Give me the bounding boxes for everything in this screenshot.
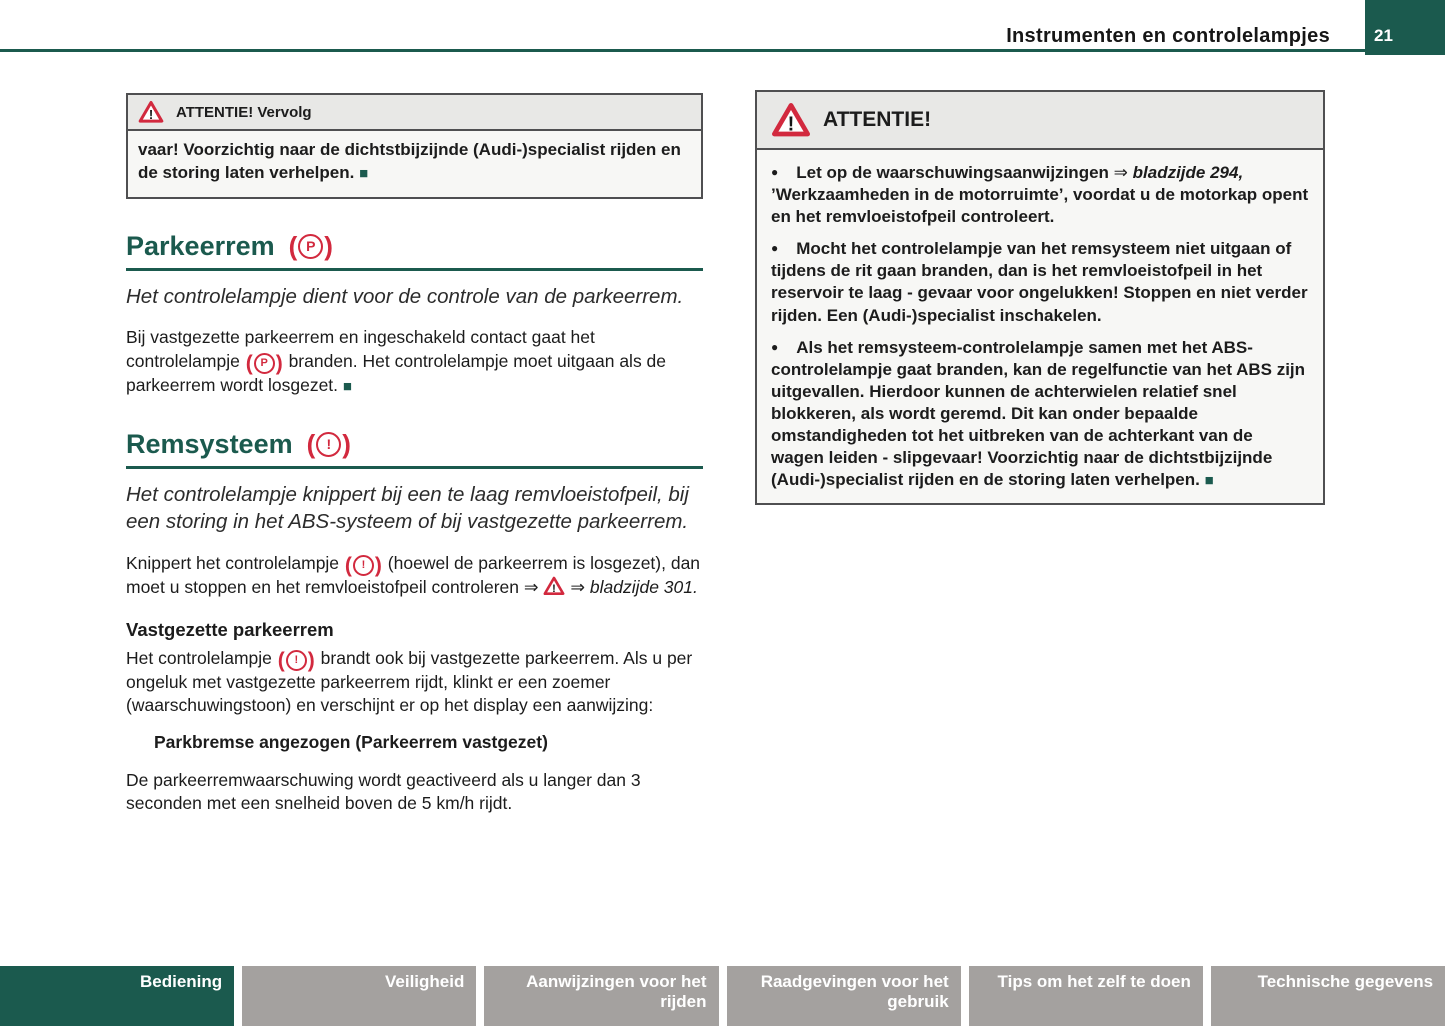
reference-arrow: ⇒	[570, 576, 585, 597]
indicator-paren-close: )	[342, 429, 351, 460]
indicator-paren-close: )	[324, 231, 333, 262]
attention-bullet-2-text: Mocht het controlelampje van het remsysteem niet uitgaan of tijdens de rit gaan branden, dan is het remvloeistofpeil in het reservoir te laag - gevaar voor ongelukken! Stoppen en niet verder rijden. Een (Audi-)specialist inschakelen.	[771, 239, 1308, 325]
attention-bullet-1-text-a: Let op de waarschuwingsaanwijzingen	[796, 163, 1109, 182]
indicator-paren-open: (	[277, 649, 285, 673]
indicator-paren-open: (	[245, 351, 253, 375]
page-number-badge	[1365, 0, 1445, 55]
reference-arrow: ⇒	[523, 576, 539, 597]
section-heading-remsysteem	[126, 429, 703, 469]
section-end-marker: ■	[359, 164, 369, 182]
warning-box-attention-header	[757, 92, 1323, 150]
bullet-icon: ●	[771, 241, 779, 256]
indicator-paren-open: (	[344, 553, 352, 577]
indicator-letter: !	[316, 432, 341, 457]
indicator-paren-open: (	[288, 231, 298, 262]
parking-brake-indicator-icon	[288, 231, 334, 262]
indicator-letter: P	[298, 234, 323, 259]
tab-raadgevingen-voor-het-gebruik[interactable]: Raadgevingen voor het gebruik	[727, 966, 961, 1026]
parkeerrem-title: Parkeerrem	[126, 230, 275, 261]
indicator-paren-close: )	[275, 351, 283, 375]
vastgezette-paragraph-1	[126, 647, 703, 718]
warning-box-continued	[126, 93, 703, 199]
page-number: 21	[1374, 26, 1393, 45]
attention-bullet-3	[771, 337, 1309, 492]
warning-box-attention	[755, 90, 1325, 505]
header-rule	[0, 49, 1367, 52]
brake-system-indicator-icon	[306, 429, 352, 460]
tab-tips-om-het-zelf-te-doen[interactable]: Tips om het zelf te doen	[969, 966, 1203, 1026]
reference-arrow: ⇒	[1113, 163, 1128, 182]
chapter-title: Instrumenten en controlelampjes	[1006, 25, 1330, 47]
tab-bediening[interactable]: Bediening	[0, 966, 234, 1026]
indicator-letter: P	[254, 353, 275, 374]
warning-box-continued-header	[128, 95, 701, 131]
indicator-letter: !	[286, 650, 307, 671]
indicator-paren-close: )	[374, 553, 382, 577]
triangle-exclamation: !	[787, 113, 795, 136]
parkeerrem-paragraph-text-a: Bij vastgezette parkeerrem en ingeschakeld contact gaat het controlelampje	[126, 327, 595, 371]
attention-bullet-1	[771, 162, 1309, 228]
parkeerrem-paragraph-text-b: branden. Het controlelampje moet uitgaan als de parkeerrem wordt losgezet.	[126, 350, 667, 395]
warning-triangle-icon	[543, 576, 565, 596]
triangle-exclamation: !	[552, 582, 557, 595]
attention-body	[757, 150, 1323, 503]
parkeerrem-lead: Het controlelampje dient voor de controle van de parkeerrem.	[126, 284, 684, 308]
warning-continued-body	[128, 131, 701, 197]
right-column	[755, 90, 1325, 505]
indicator-paren-open: (	[306, 429, 316, 460]
parking-brake-indicator-icon	[245, 353, 284, 374]
attention-bullet-2	[771, 238, 1309, 326]
vastgezette-text-b: brandt ook bij vastgezette parkeerrem. Als u per ongeluk met vastgezette parkeerrem rijdt, klinkt er een zoemer (waarschuwingstoon) en verschijnt er op het display een aanwijzing:	[126, 648, 693, 716]
remsysteem-paragraph-text-a: Knippert het controlelampje	[126, 552, 340, 573]
warning-triangle-icon	[771, 102, 811, 138]
section-end-marker: ■	[1204, 472, 1214, 490]
tab-technische-gegevens[interactable]: Technische gegevens	[1211, 966, 1445, 1026]
tab-veiligheid[interactable]: Veiligheid	[242, 966, 476, 1026]
remsysteem-paragraph-text-b: (hoewel de parkeerrem is losgezet), dan moet u stoppen en het remvloeistofpeil controleren	[126, 552, 701, 597]
page-reference: bladzijde 294,	[1132, 163, 1244, 182]
remsysteem-paragraph	[126, 552, 703, 599]
remsysteem-lead: Het controlelampje knippert bij een te laag remvloeistofpeil, bij een storing in het ABS-systeem of bij vastgezette parkeerrem.	[126, 482, 689, 534]
triangle-exclamation: !	[148, 106, 154, 122]
bullet-icon: ●	[771, 339, 779, 354]
section-heading-parkeerrem	[126, 231, 703, 271]
attention-bullet-3-text: Als het remsysteem-controlelampje samen met het ABS-controlelampje gaat branden, kan de regelfunctie van het ABS zijn uitgevallen. Hierdoor kunnen de achterwielen relatief snel blokkeren, als wordt geremd. Dit kan onder bepaalde omstandigheden tot het uitbreken van de achterkant van de wagen leiden - slipgevaar! Voorzichtig naar de dichtstbijzijnde (Audi-)specialist rijden en de storing laten verhelpen.	[771, 337, 1306, 490]
vastgezette-text-a: Het controlelampje	[126, 648, 272, 669]
page-reference: bladzijde 301.	[589, 576, 698, 597]
warning-triangle-icon	[138, 100, 164, 124]
parkeerrem-paragraph	[126, 326, 703, 397]
chapter-tab-bar	[0, 966, 1445, 1026]
warning-continued-title: ATTENTIE! Vervolg	[176, 103, 312, 121]
bullet-icon: ●	[771, 165, 779, 179]
indicator-letter: !	[353, 555, 374, 576]
tab-aanwijzingen-voor-het-rijden[interactable]: Aanwijzingen voor het rijden	[484, 966, 718, 1026]
attention-title: ATTENTIE!	[823, 108, 932, 131]
warning-continued-text: vaar! Voorzichtig naar de dichtstbijzijnde (Audi-)specialist rijden en de storing laten verhelpen.	[138, 140, 681, 182]
brake-system-indicator-icon	[277, 650, 316, 671]
subsection-heading-vastgezette: Vastgezette parkeerrem	[126, 619, 334, 641]
indicator-paren-close: )	[307, 649, 315, 673]
remsysteem-title: Remsysteem	[126, 428, 293, 459]
brake-system-indicator-icon	[344, 555, 383, 576]
vastgezette-paragraph-2: De parkeerremwaarschuwing wordt geactiveerd als u langer dan 3 seconden met een snelheid boven de 5 km/h rijdt.	[126, 769, 641, 813]
display-message: Parkbremse angezogen (Parkeerrem vastgezet)	[154, 731, 548, 752]
attention-bullet-1-text-b: ’Werkzaamheden in de motorruimte’, voordat u de motorkap opent en het remvloeistofpeil controleert.	[771, 185, 1309, 227]
left-column	[126, 93, 703, 815]
section-end-marker: ■	[342, 377, 352, 395]
